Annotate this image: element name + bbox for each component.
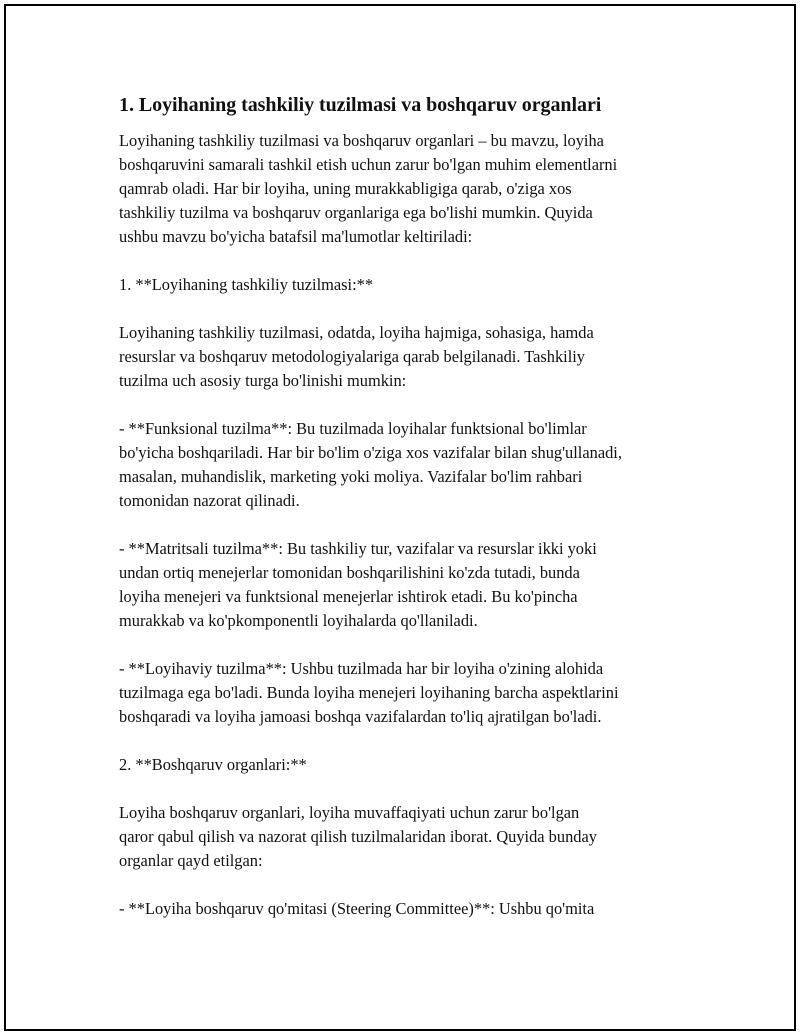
subsection-title-governance: 2. **Boshqaruv organlari:**: [119, 755, 307, 774]
governance-description-paragraph: Loyiha boshqaruv organlari, loyiha muvaffaqiyati uchun zarur bo'lgan qaror qabul qilish va nazorat qilish tuzilmalaridan iborat. Quyida bunday organlar qayd etilgan:: [119, 803, 597, 870]
functional-structure-item: - **Funksional tuzilma**: Bu tuzilmada loyihalar funktsional bo'limlar bo'yicha boshqariladi. Har bir bo'lim o'ziga xos vazifalar bilan shug'ullanadi, masalan, muhandislik, marketing yoki moliya. Vazifalar bo'lim rahbari tomonidan nazorat qilinadi.: [119, 419, 622, 510]
subsection-title-structure: 1. **Loyihaning tashkiliy tuzilmasi:**: [119, 275, 374, 294]
document-content: [119, 92, 699, 945]
matrix-structure-item: - **Matritsali tuzilma**: Bu tashkiliy tur, vazifalar va resurslar ikki yoki undan ortiq menejerlar tomonidan boshqarilishini ko'zda tutadi, bunda loyiha menejeri va funktsional menejerlar ishtirok etadi. Bu ko'pincha murakkab va ko'pkomponentli loyihalarda qo'llaniladi.: [119, 539, 597, 630]
section-heading: 1. Loyihaning tashkiliy tuzilmasi va boshqaruv organlari: [119, 94, 602, 116]
project-structure-item: - **Loyihaviy tuzilma**: Ushbu tuzilmada har bir loyiha o'zining alohida tuzilmaga ega bo'ladi. Bunda loyiha menejeri loyihaning barcha aspektlarini boshqaradi va loyiha jamoasi boshqa vazifalardan to'liq ajratilgan bo'ladi.: [119, 659, 619, 726]
steering-committee-item: - **Loyiha boshqaruv qo'mitasi (Steering Committee)**: Ushbu qo'mita: [119, 899, 595, 918]
structure-description-paragraph: Loyihaning tashkiliy tuzilmasi, odatda, loyiha hajmiga, sohasiga, hamda resurslar va boshqaruv metodologiyalariga qarab belgilanadi. Tashkiliy tuzilma uch asosiy turga bo'linishi mumkin:: [119, 323, 594, 390]
document-page: [4, 4, 796, 1031]
intro-paragraph: Loyihaning tashkiliy tuzilmasi va boshqaruv organlari – bu mavzu, loyiha boshqaruvini samarali tashkil etish uchun zarur bo'lgan muhim elementlarni qamrab oladi. Har bir loyiha, uning murakkabligiga qarab, o'ziga xos tashkiliy tuzilma va boshqaruv organlariga ega bo'lishi mumkin. Quyida ushbu mavzu bo'yicha batafsil ma'lumotlar keltiriladi:: [119, 131, 618, 246]
